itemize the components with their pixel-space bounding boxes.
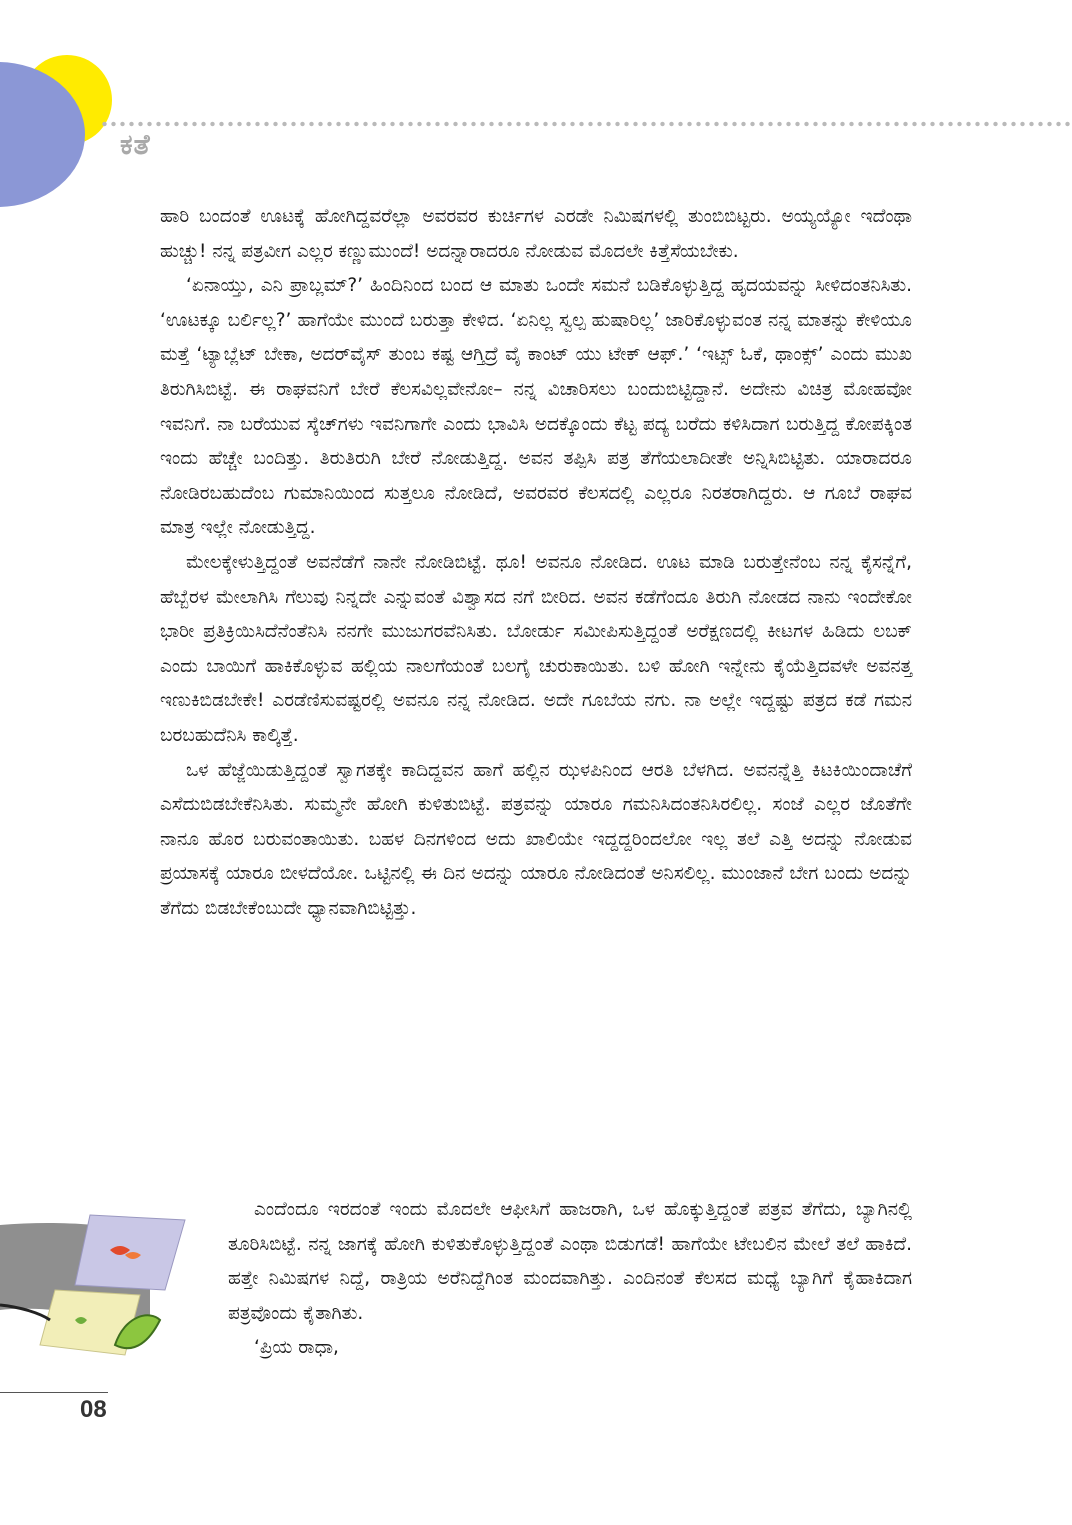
story-paragraph-6: ‘ಪ್ರಿಯ ರಾಧಾ, bbox=[254, 1337, 339, 1359]
section-title: ಕತೆ bbox=[120, 128, 151, 161]
story-body-lower bbox=[228, 1193, 912, 1366]
story-paragraph-5: ಎಂದೆಂದೂ ಇರದಂತೆ ಇಂದು ಮೊದಲೇ ಆಫೀಸಿಗೆ ಹಾಜರಾಗಿ, ಒಳ ಹೊಕ್ಕುತ್ತಿದ್ದಂತೆ ಪತ್ರವ ತೆಗೆದು, ಬ್ಯಾಗಿನಲ್ಲಿ ತೂರಿಸಿಬಿಟ್ಟೆ. ನನ್ನ ಜಾಗಕ್ಕೆ ಹೋಗಿ ಕುಳಿತುಕೊಳ್ಳುತ್ತಿದ್ದಂತೆ ಎಂಥಾ ಬಿಡುಗಡೆ! ಹಾಗೆಯೇ ಟೇಬಲಿನ ಮೇಲೆ ತಲೆ ಹಾಕಿದೆ. ಹತ್ತೇ ನಿಮಿಷಗಳ ನಿದ್ದೆ, ರಾತ್ರಿಯ ಅರೆನಿದ್ದೆಗಿಂತ ಮಂದವಾಗಿತ್ತು. ಎಂದಿನಂತೆ ಕೆಲಸದ ಮಧ್ಯೆ ಬ್ಯಾಗಿಗೆ ಕೈಹಾಕಿದಾಗ ಪತ್ರವೊಂದು ಕೈತಾಗಿತು. bbox=[228, 1199, 912, 1324]
story-paragraph-4: ಒಳ ಹೆಜ್ಜೆಯಿಡುತ್ತಿದ್ದಂತೆ ಸ್ವಾಗತಕ್ಕೇ ಕಾದಿದ್ದವನ ಹಾಗೆ ಹಲ್ಲಿನ ಝಳಪಿನಿಂದ ಆರತಿ ಬೆಳಗಿದ. ಅವನನ್ನೆತ್ತಿ ಕಿಟಕಿಯಿಂದಾಚೆಗೆ ಎಸೆದುಬಿಡಬೇಕೆನಿಸಿತು. ಸುಮ್ಮನೇ ಹೋಗಿ ಕುಳಿತುಬಿಟ್ಟೆ. ಪತ್ರವನ್ನು ಯಾರೂ ಗಮನಿಸಿದಂತನಿಸಿರಲಿಲ್ಲ. ಸಂಜೆ ಎಲ್ಲರ ಜೊತೆಗೇ ನಾನೂ ಹೊರ ಬರುವಂತಾಯಿತು. ಬಹಳ ದಿನಗಳಿಂದ ಅದು ಖಾಲಿಯೇ ಇದ್ದದ್ದರಿಂದಲೋ ಇಲ್ಲ ತಲೆ ಎತ್ತಿ ಅದನ್ನು ನೋಡುವ ಪ್ರಯಾಸಕ್ಕೆ ಯಾರೂ ಬೀಳದೆಯೋ. ಒಟ್ಟಿನಲ್ಲಿ ಈ ದಿನ ಅದನ್ನು ಯಾರೂ ನೋಡಿದಂತೆ ಅನಿಸಲಿಲ್ಲ. ಮುಂಜಾನೆ ಬೇಗ ಬಂದು ಅದನ್ನು ತೆಗೆದು ಬಿಡಬೇಕೆಂಬುದೇ ಧ್ಯಾನವಾಗಿಬಿಟ್ಟಿತ್ತು. bbox=[160, 759, 912, 919]
story-paragraph-3: ಮೇಲಕ್ಕೇಳುತ್ತಿದ್ದಂತೆ ಅವನೆಡೆಗೆ ನಾನೇ ನೋಡಿಬಿಟ್ಟೆ. ಥೂ! ಅವನೂ ನೋಡಿದ. ಊಟ ಮಾಡಿ ಬರುತ್ತೇನೆಂಬ ನನ್ನ ಕೈಸನ್ನೆಗೆ, ಹೆಬ್ಬೆರಳ ಮೇಲಾಗಿಸಿ ಗೆಲುವು ನಿನ್ನದೇ ಎನ್ನುವಂತೆ ವಿಶ್ವಾಸದ ನಗೆ ಬೀರಿದ. ಅವನ ಕಡೆಗೆಂದೂ ತಿರುಗಿ ನೋಡದ ನಾನು ಇಂದೇಕೋ ಭಾರೀ ಪ್ರತಿಕ್ರಿಯಿಸಿದೆನೆಂತೆನಿಸಿ ನನಗೇ ಮುಜುಗರವೆನಿಸಿತು. ಬೋರ್ಡು ಸಮೀಪಿಸುತ್ತಿದ್ದಂತೆ ಅರೆಕ್ಷಣದಲ್ಲಿ ಕೀಟಗಳ ಹಿಡಿದು ಲಬಕ್ ಎಂದು ಬಾಯಿಗೆ ಹಾಕಿಕೊಳ್ಳುವ ಹಲ್ಲಿಯ ನಾಲಗೆಯಂತೆ ಬಲಗೈ ಚುರುಕಾಯಿತು. ಬಳಿ ಹೋಗಿ ಇನ್ನೇನು ಕೈಯೆತ್ತಿದವಳೇ ಅವನತ್ತ ಇಣುಕಿಬಿಡಬೇಕೇ! ಎರಡೆಣಿಸುವಷ್ಟರಲ್ಲಿ ಅವನೂ ನನ್ನ ನೋಡಿದ. ಅದೇ ಗೂಬೆಯ ನಗು. ನಾ ಅಲ್ಲೇ ಇದ್ದಷ್ಟು ಪತ್ರದ ಕಡೆ ಗಮನ ಬರಬಹುದೆನಿಸಿ ಕಾಲ್ಕಿತ್ತೆ. bbox=[160, 551, 912, 746]
story-body bbox=[160, 200, 912, 926]
page-number: 08 bbox=[80, 1396, 107, 1423]
letters-illustration bbox=[0, 1195, 215, 1385]
footer-rule bbox=[0, 1392, 108, 1393]
story-paragraph-2: ‘ಏನಾಯ್ತು, ಎನಿ ಪ್ರಾಬ್ಲಮ್?’ ಹಿಂದಿನಿಂದ ಬಂದ ಆ ಮಾತು ಒಂದೇ ಸಮನೆ ಬಡಿಕೊಳ್ಳುತ್ತಿದ್ದ ಹೃದಯವನ್ನು ಸೀಳಿದಂತನಿಸಿತು. ‘ಊಟಕ್ಕೂ ಬರ್ಲಿಲ್ಲ?’ ಹಾಗೆಯೇ ಮುಂದೆ ಬರುತ್ತಾ ಕೇಳಿದ. ‘ಏನಿಲ್ಲ ಸ್ವಲ್ಪ ಹುಷಾರಿಲ್ಲ’ ಜಾರಿಕೊಳ್ಳುವಂತ ನನ್ನ ಮಾತನ್ನು ಕೇಳಿಯೂ ಮತ್ತೆ ‘ಟ್ಯಾಬ್ಲೆಟ್ ಬೇಕಾ, ಅದರ್‌ವೈಸ್ ತುಂಬ ಕಷ್ಟ ಆಗ್ತಿದ್ರೆ ವೈ ಕಾಂಟ್ ಯು ಟೇಕ್ ಆಫ್.’ ‘ಇಟ್ಸ್ ಓಕೆ, ಥಾಂಕ್ಸ್’ ಎಂದು ಮುಖ ತಿರುಗಿಸಿಬಿಟ್ಟೆ. ಈ ರಾಘವನಿಗೆ ಬೇರೆ ಕೆಲಸವಿಲ್ಲವೇನೋ– ನನ್ನ ವಿಚಾರಿಸಲು ಬಂದುಬಿಟ್ಟಿದ್ದಾನೆ. ಅದೇನು ವಿಚಿತ್ರ ಮೋಹವೋ ಇವನಿಗೆ. ನಾ ಬರೆಯುವ ಸ್ಕೆಚ್‌ಗಳು ಇವನಿಗಾಗೇ ಎಂದು ಭಾವಿಸಿ ಅದಕ್ಕೊಂದು ಕೆಟ್ಟ ಪದ್ಯ ಬರೆದು ಕಳಿಸಿದಾಗ ಬರುತ್ತಿದ್ದ ಕೋಪಕ್ಕಿಂತ ಇಂದು ಹೆಚ್ಚೇ ಬಂದಿತ್ತು. ತಿರುತಿರುಗಿ ಬೇರೆ ನೋಡುತ್ತಿದ್ದ. ಅವನ ತಪ್ಪಿಸಿ ಪತ್ರ ತೆಗೆಯಲಾದೀತೇ ಅನ್ನಿಸಿಬಿಟ್ಟಿತು. ಯಾರಾದರೂ ನೋಡಿರಬಹುದೆಂಬ ಗುಮಾನಿಯಿಂದ ಸುತ್ತಲೂ ನೋಡಿದೆ, ಅವರವರ ಕೆಲಸದಲ್ಲಿ ಎಲ್ಲರೂ ನಿರತರಾಗಿದ್ದರು. ಆ ಗೂಬೆ ರಾಘವ ಮಾತ್ರ ಇಲ್ಲೇ ನೋಡುತ್ತಿದ್ದ. bbox=[160, 275, 912, 539]
dotted-header-rule bbox=[100, 121, 1072, 127]
story-paragraph-1: ಹಾರಿ ಬಂದಂತೆ ಊಟಕ್ಕೆ ಹೋಗಿದ್ದವರೆಲ್ಲಾ ಅವರವರ ಕುರ್ಚಿಗಳ ಎರಡೇ ನಿಮಿಷಗಳಲ್ಲಿ ತುಂಬಿಬಿಟ್ಟರು. ಅಯ್ಯಯ್ಯೋ ಇದೆಂಥಾ ಹುಚ್ಚು! ನನ್ನ ಪತ್ರವೀಗ ಎಲ್ಲರ ಕಣ್ಣುಮುಂದೆ! ಅದನ್ನಾರಾದರೂ ನೋಡುವ ಮೊದಲೇ ಕಿತ್ತೆಸೆಯಬೇಕು. bbox=[160, 206, 912, 262]
